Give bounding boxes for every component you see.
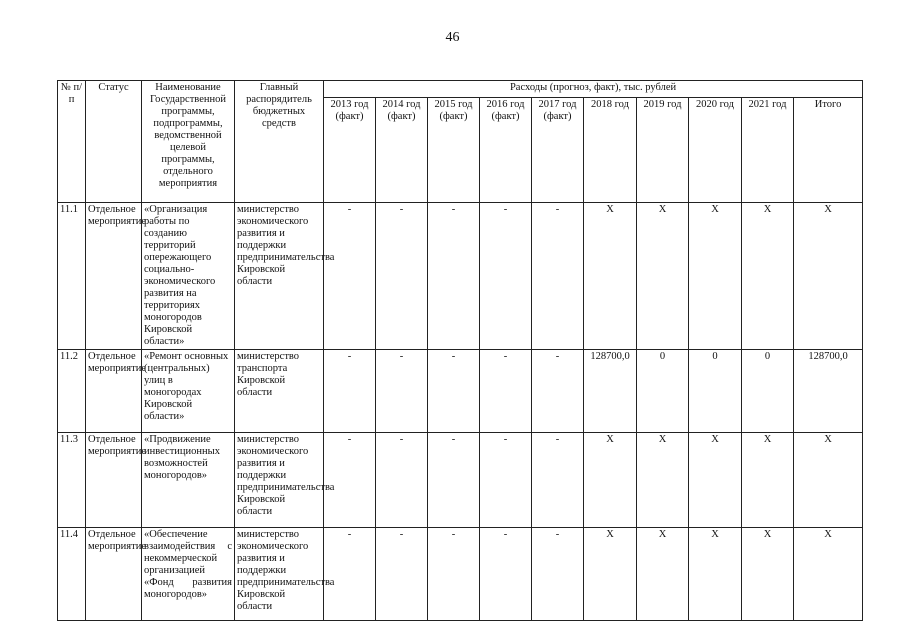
row-value: -	[324, 528, 376, 621]
row-value: X	[689, 528, 742, 621]
row-value: -	[532, 528, 584, 621]
row-value: 0	[689, 350, 742, 433]
row-status: Отдельное мероприятие	[86, 203, 142, 350]
row-name: «Продвижение инвестиционных возможностей моногородов»	[142, 433, 235, 528]
row-value: -	[480, 528, 532, 621]
row-name: «Ремонт основных (центральных) улиц в моногородах Кировской области»	[142, 350, 235, 433]
row-value: -	[428, 433, 480, 528]
row-value: -	[532, 433, 584, 528]
row-value: -	[532, 203, 584, 350]
row-value: -	[376, 350, 428, 433]
row-value: X	[637, 203, 689, 350]
row-total: 128700,0	[794, 350, 863, 433]
header-expenses: Расходы (прогноз, факт), тыс. рублей	[324, 81, 863, 98]
row-total: X	[794, 433, 863, 528]
table-row	[58, 350, 863, 433]
header-total: Итого	[794, 98, 863, 203]
row-value: -	[324, 433, 376, 528]
row-value: -	[376, 433, 428, 528]
header-status: Статус	[86, 81, 142, 203]
header-num: № п/п	[58, 81, 86, 203]
row-status: Отдельное мероприятие	[86, 433, 142, 528]
row-value: -	[428, 528, 480, 621]
header-year: 2015 год (факт)	[428, 98, 480, 203]
row-value: -	[376, 203, 428, 350]
header-year: 2021 год	[742, 98, 794, 203]
row-name: «Обеспечение взаимодействия с некоммерческой организацией «Фонд развития моногородов»	[142, 528, 235, 621]
row-status: Отдельное мероприятие	[86, 528, 142, 621]
header-year: 2017 год (факт)	[532, 98, 584, 203]
header-admin: Главный распорядитель бюджетных средств	[235, 81, 324, 203]
row-value: -	[480, 350, 532, 433]
header-year: 2020 год	[689, 98, 742, 203]
row-admin: министерство транспорта Кировской области	[235, 350, 324, 433]
row-admin: министерство экономического развития и поддержки предпринимательства Кировской области	[235, 528, 324, 621]
row-num: 11.4	[58, 528, 86, 621]
row-value: X	[637, 433, 689, 528]
row-value: -	[532, 350, 584, 433]
row-admin: министерство экономического развития и поддержки предпринимательства Кировской области	[235, 433, 324, 528]
row-status: Отдельное мероприятие	[86, 350, 142, 433]
row-value: -	[376, 528, 428, 621]
row-value: X	[584, 528, 637, 621]
row-num: 11.2	[58, 350, 86, 433]
row-value: X	[689, 203, 742, 350]
row-value: X	[742, 433, 794, 528]
row-value: 0	[637, 350, 689, 433]
row-value: 0	[742, 350, 794, 433]
table-row	[58, 433, 863, 528]
row-admin: министерство экономического развития и поддержки предпринимательства Кировской области	[235, 203, 324, 350]
row-value: -	[428, 350, 480, 433]
row-value: X	[637, 528, 689, 621]
row-num: 11.1	[58, 203, 86, 350]
row-num: 11.3	[58, 433, 86, 528]
header-year: 2014 год (факт)	[376, 98, 428, 203]
row-value: X	[742, 203, 794, 350]
row-value: -	[324, 350, 376, 433]
row-value: -	[480, 203, 532, 350]
row-name: «Организация работы по созданию территорий опережающего социально-экономического развития на территориях моногородов Кировской области»	[142, 203, 235, 350]
row-value: 128700,0	[584, 350, 637, 433]
budget-table	[57, 80, 863, 621]
row-value: X	[742, 528, 794, 621]
header-year: 2016 год (факт)	[480, 98, 532, 203]
row-total: X	[794, 528, 863, 621]
table-row	[58, 528, 863, 621]
row-value: -	[480, 433, 532, 528]
row-value: -	[324, 203, 376, 350]
header-row	[58, 81, 863, 98]
row-value: X	[689, 433, 742, 528]
row-value: X	[584, 203, 637, 350]
table-row	[58, 203, 863, 350]
header-name: Наименование Государственной программы, подпрограммы, ведомственной целевой программы, отдельного мероприятия	[142, 81, 235, 203]
header-year: 2019 год	[637, 98, 689, 203]
row-total: X	[794, 203, 863, 350]
row-value: -	[428, 203, 480, 350]
row-value: X	[584, 433, 637, 528]
header-year: 2018 год	[584, 98, 637, 203]
header-year: 2013 год (факт)	[324, 98, 376, 203]
page-number: 46	[445, 30, 460, 45]
